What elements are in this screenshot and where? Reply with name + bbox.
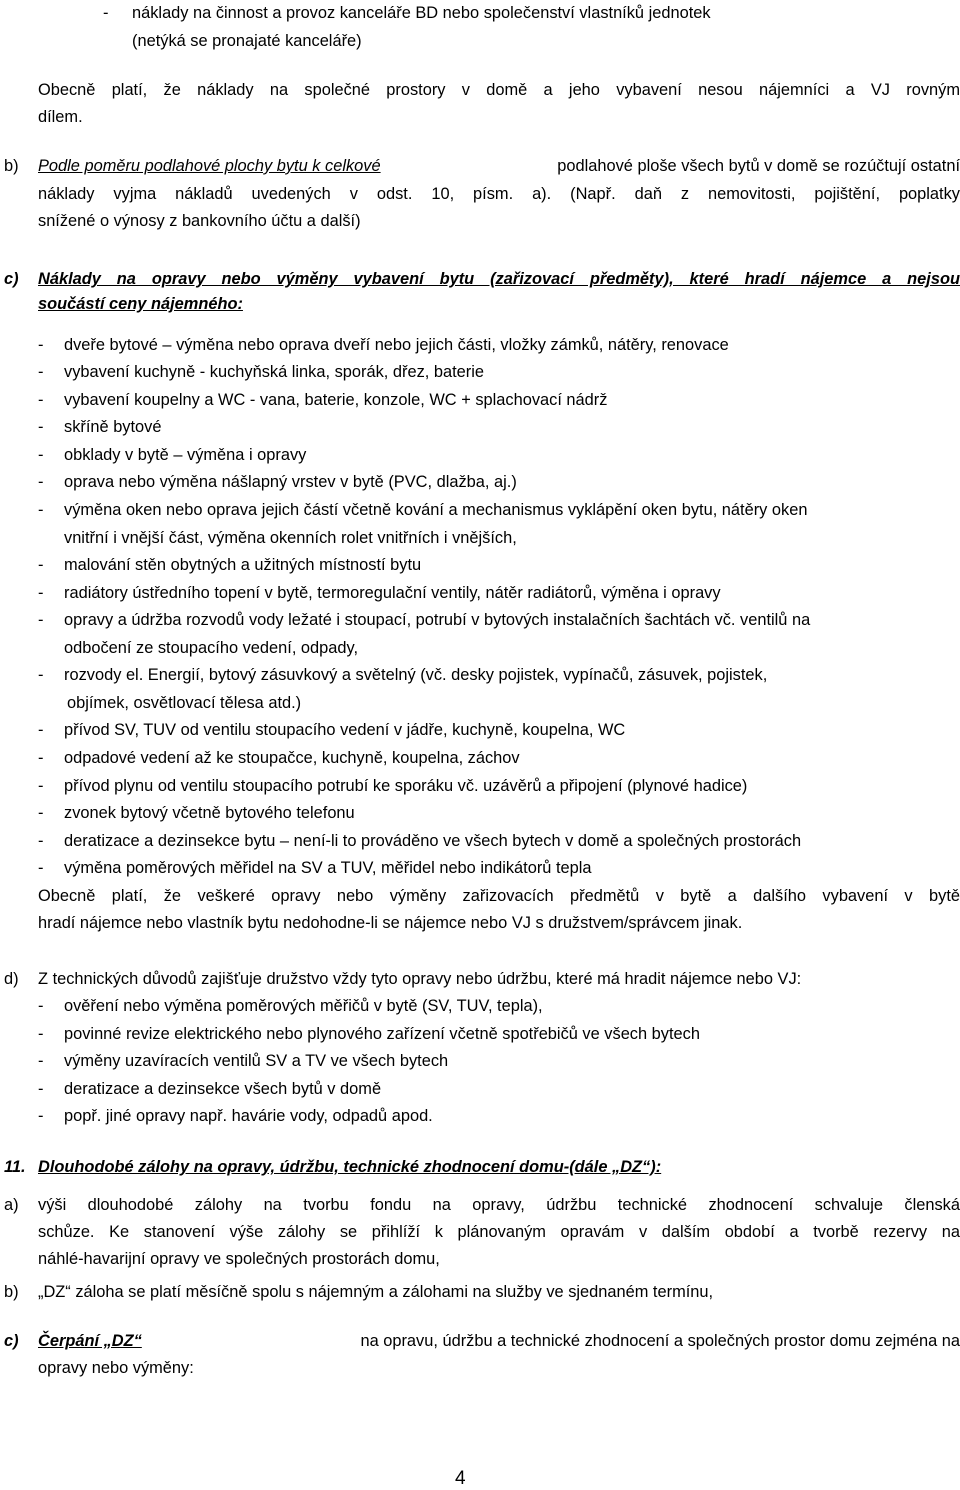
item-letter-b: b): [4, 1283, 19, 1301]
item-11c-lead: Čerpání „DZ“: [38, 1332, 142, 1350]
list-item-continuation: vnitřní i vnější část, výměna okenních rolet vnitřních i vnějších,: [64, 529, 517, 547]
list-item: zvonek bytový včetně bytového telefonu: [64, 804, 355, 822]
list-item-continuation: objímek, osvětlovací tělesa atd.): [67, 694, 302, 712]
item-letter-c: c): [4, 1332, 19, 1350]
list-dash: -: [38, 666, 44, 684]
list-dash: -: [38, 1052, 44, 1070]
item-11b-text: „DZ“ záloha se platí měsíčně spolu s nájemným a zálohami na služby ve sjednaném termínu,: [38, 1283, 714, 1301]
list-item: popř. jiné opravy např. havárie vody, odpadů apod.: [64, 1107, 433, 1125]
list-dash: -: [38, 749, 44, 767]
list-dash: -: [38, 611, 44, 629]
list-item: rozvody el. Energií, bytový zásuvkový a světelný (vč. desky pojistek, vypínačů, zásuvek, pojistek,: [64, 666, 768, 684]
item-11c-line-1-rest: na opravu, údržbu a technické zhodnocení a společných prostor domu zejména na: [360, 1332, 960, 1350]
item-c-closing-line-2: hradí nájemce nebo vlastník bytu nedohodne-li se nájemce nebo VJ s družstvem/správcem jinak.: [38, 914, 743, 932]
list-dash: -: [38, 804, 44, 822]
list-dash: -: [38, 859, 44, 877]
list-item: přívod SV, TUV od ventilu stoupacího vedení v jádře, kuchyně, koupelna, WC: [64, 721, 626, 739]
list-item: odpadové vedení až ke stoupačce, kuchyně, koupelna, záchov: [64, 749, 520, 767]
list-item: vybavení kuchyně - kuchyňská linka, sporák, dřez, baterie: [64, 363, 484, 381]
section-number: 11.: [4, 1158, 26, 1176]
list-item: výměny uzavíracích ventilů SV a TV ve všech bytech: [64, 1052, 449, 1070]
section-title: Dlouhodobé zálohy na opravy, údržbu, technické zhodnocení domu-(dále „DZ“):: [38, 1158, 662, 1176]
list-dash: -: [38, 584, 44, 602]
list-item: přívod plynu od ventilu stoupacího potrubí ke sporáku vč. uzávěrů a připojení (plynové hadice): [64, 777, 748, 795]
item-11c-line-2: opravy nebo výměny:: [38, 1359, 194, 1377]
list-item: dveře bytové – výměna nebo oprava dveří nebo jejich části, vložky zámků, nátěry, renovace: [64, 336, 729, 354]
list-dash: -: [38, 1025, 44, 1043]
item-letter-c: c): [4, 270, 19, 288]
list-item: výměna poměrových měřidel na SV a TUV, měřidel nebo indikátorů tepla: [64, 859, 592, 877]
list-dash: -: [38, 997, 44, 1015]
item-letter-d: d): [4, 970, 19, 988]
item-letter-b: b): [4, 157, 19, 175]
item-11c-line-1: [38, 1331, 960, 1351]
item-11a-line-2: schůze. Ke stanovení výše zálohy se přihlíží k plánovaným opravám v dalším období a tvorbě rezervy na: [38, 1223, 960, 1241]
list-item: výměna oken nebo oprava jejich částí včetně kování a mechanismus vyklápění oken bytu, nátěry oken: [64, 501, 808, 519]
list-dash: -: [38, 473, 44, 491]
list-dash: -: [38, 832, 44, 850]
item-b-line-2: náklady vyjma nákladů uvedených v odst. 10, písm. a). (Např. daň z nemovitosti, pojištění, poplatky: [38, 185, 960, 203]
item-11a-line-1: výši dlouhodobé zálohy na tvorbu fondu na opravy, údržbu technické zhodnocení schvaluje členská: [38, 1196, 960, 1214]
list-dash: -: [38, 501, 44, 519]
list-item: deratizace a dezinsekce všech bytů v domě: [64, 1080, 382, 1098]
list-item: deratizace a dezinsekce bytu – není-li to prováděno ve všech bytech v domě a společných prostorách: [64, 832, 802, 850]
list-dash: -: [38, 446, 44, 464]
list-dash: -: [38, 1080, 44, 1098]
general-paragraph-line-2: dílem.: [38, 108, 83, 126]
top-item-line-2: (netýká se pronajaté kanceláře): [132, 32, 362, 50]
item-d-intro: Z technických důvodů zajišťuje družstvo vždy tyto opravy nebo údržbu, které má hradit nájemce nebo VJ:: [38, 970, 802, 988]
list-dash: -: [103, 4, 109, 22]
list-item: oprava nebo výměna nášlapný vrstev v bytě (PVC, dlažba, aj.): [64, 473, 517, 491]
list-dash: -: [38, 336, 44, 354]
item-11a-line-3: náhlé-havarijní opravy ve společných prostorách domu,: [38, 1250, 440, 1268]
list-dash: -: [38, 391, 44, 409]
item-b-italic-lead: Podle poměru podlahové plochy bytu k celkové: [38, 157, 381, 175]
list-dash: -: [38, 721, 44, 739]
item-c-heading-line-2: součástí ceny nájemného:: [38, 295, 243, 313]
page-number: 4: [455, 1468, 466, 1489]
list-item: vybavení koupelny a WC - vana, baterie, konzole, WC + splachovací nádrž: [64, 391, 608, 409]
list-item: malování stěn obytných a užitných místností bytu: [64, 556, 422, 574]
item-b-line-1: [38, 156, 960, 176]
item-c-heading-line-1: Náklady na opravy nebo výměny vybavení bytu (zařizovací předměty), které hradí nájemce a nejsou: [38, 270, 960, 288]
list-item: povinné revize elektrického nebo plynového zařízení včetně spotřebičů ve všech bytech: [64, 1025, 700, 1043]
list-item: ověření nebo výměna poměrových měřičů v bytě (SV, TUV, tepla),: [64, 997, 543, 1015]
list-dash: -: [38, 418, 44, 436]
item-b-line-1-rest: podlahové ploše všech bytů v domě se rozúčtují ostatní: [557, 157, 960, 175]
item-letter-a: a): [4, 1196, 19, 1214]
list-dash: -: [38, 777, 44, 795]
list-item-continuation: odbočení ze stoupacího vedení, odpady,: [64, 639, 359, 657]
list-dash: -: [38, 556, 44, 574]
list-dash: -: [38, 1107, 44, 1125]
item-c-closing-line-1: Obecně platí, že veškeré opravy nebo výměny zařizovacích předmětů v bytě a dalšího vybavení v bytě: [38, 887, 960, 905]
list-dash: -: [38, 363, 44, 381]
list-item: radiátory ústředního topení v bytě, termoregulační ventily, nátěr radiátorů, výměna i opravy: [64, 584, 721, 602]
top-item-line-1: náklady na činnost a provoz kanceláře BD nebo společenství vlastníků jednotek: [132, 4, 711, 22]
item-b-line-3: snížené o výnosy z bankovního účtu a další): [38, 212, 361, 230]
general-paragraph-line-1: Obecně platí, že náklady na společné prostory v domě a jeho vybavení nesou nájemníci a VJ rovným: [38, 81, 960, 99]
list-item: opravy a údržba rozvodů vody ležaté i stoupací, potrubí v bytových instalačních šachtách vč. ventilů na: [64, 611, 811, 629]
list-item: obklady v bytě – výměna i opravy: [64, 446, 307, 464]
list-item: skříně bytové: [64, 418, 162, 436]
